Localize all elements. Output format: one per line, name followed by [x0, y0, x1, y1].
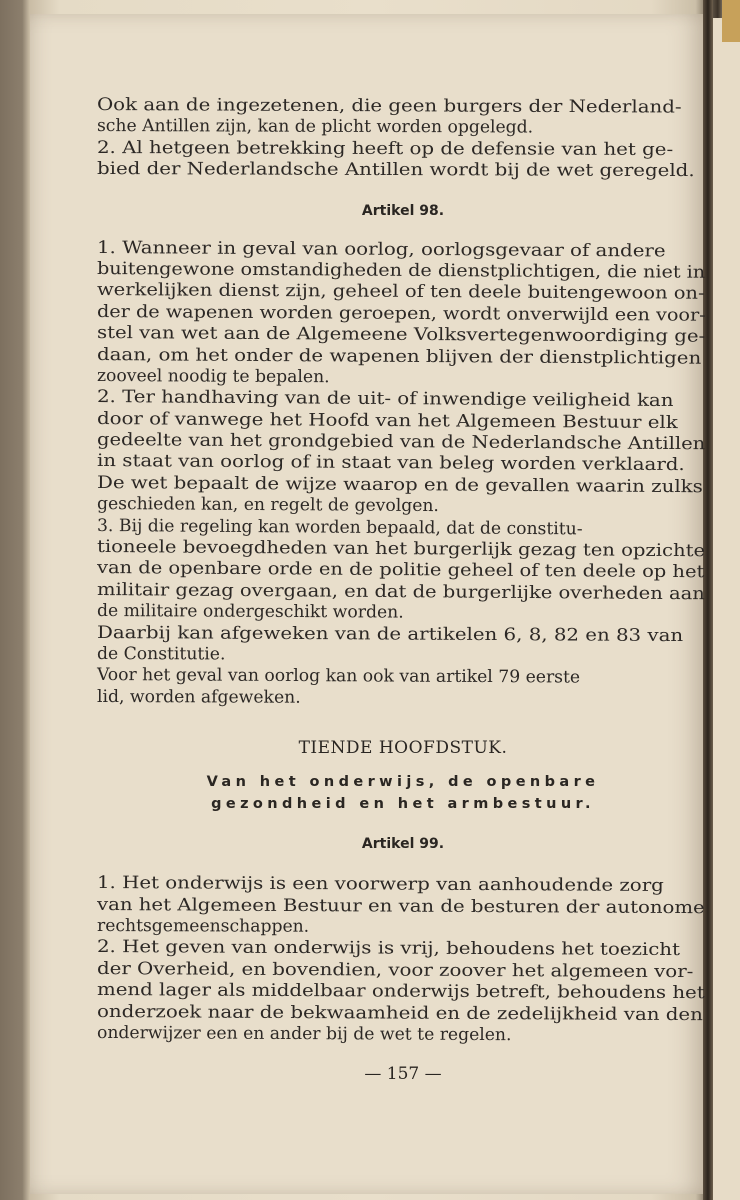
chapter-subtitle-line-1: Van het onderwijs, de openbare	[206, 774, 600, 791]
text-line: 1. Wanneer in geval van oorlog, oorlogsgevaar of andere	[96, 237, 666, 262]
text-line: De wet bepaalt de wijze waarop en de gevallen waarin zulks	[96, 472, 703, 498]
text-line: lid, worden afgeweken.	[96, 686, 301, 708]
text-line: geschieden kan, en regelt de gevolgen.	[96, 494, 439, 517]
text-line: onderzoek naar de bekwaamheid en de zedelijkheid van den	[96, 1001, 703, 1025]
text-line: der de wapenen worden geroepen, wordt onverwijld een voor-	[96, 301, 706, 326]
text-line: bied der Nederlandsche Antillen wordt bij de wet geregeld.	[96, 159, 695, 182]
text-line: Voor het geval van oorlog kan ook van artikel 79 eerste	[96, 665, 581, 688]
text-line: 2. Al hetgeen betrekking heeft op de defensie van het ge-	[96, 137, 674, 160]
text-line: van de openbare orde en de politie geheel of ten deele op het	[96, 558, 705, 583]
text-line: der Overheid, en bovendien, voor zoover het algemeen vor-	[96, 958, 694, 982]
article-98-heading: Artikel 98.	[361, 202, 445, 219]
text-line: tioneele bevoegdheden van het burgerlijk gezag ten opzichte	[96, 537, 706, 562]
text-line: buitengewone omstandigheden de dienstplichtigen, die niet in	[96, 258, 706, 283]
text-line: Daarbij kan afgeweken van de artikelen 6, 8, 82 en 83 van	[96, 622, 684, 646]
text-line: gedeelte van het grondgebied van de Nederlandsche Antillen	[96, 430, 706, 455]
text-line: 2. Ter handhaving van de uit- of inwendige veiligheid kan	[96, 387, 674, 412]
text-line: werkelijken dienst zijn, geheel of ten deele buitengewoon on-	[96, 280, 705, 305]
text-line: van het Algemeen Bestuur en van de besturen der autonome	[96, 894, 705, 918]
text-line: onderwijzer een en ander bij de wet te regelen.	[96, 1022, 512, 1046]
text-line: zooveel noodig te bepalen.	[96, 365, 330, 388]
text-line: de militaire ondergeschikt worden.	[96, 601, 404, 623]
page-number: — 157 —	[364, 1064, 442, 1085]
text-line: in staat van oorlog of in staat van beleg worden verklaard.	[96, 451, 685, 476]
text-line: door of vanwege het Hoofd van het Algemeen Bestuur elk	[96, 408, 678, 433]
text-line: de Constitutie.	[96, 643, 226, 665]
text-line: mend lager als middelbaar onderwijs betreft, behoudens het	[96, 980, 705, 1004]
article-99-heading: Artikel 99.	[361, 836, 445, 853]
text-line: 1. Het onderwijs is een voorwerp van aanhoudende zorg	[96, 873, 664, 897]
text-line: Ook aan de ingezetenen, die geen burgers der Nederland-	[96, 95, 682, 118]
text-line: rechtsgemeenschappen.	[96, 915, 310, 937]
text-line: sche Antillen zijn, kan de plicht worden opgelegd.	[96, 116, 534, 138]
text-line: 3. Bij die regeling kan worden bepaald, dat de constitu-	[96, 515, 583, 540]
page-tab-marker	[722, 0, 740, 42]
text-line: stel van wet aan de Algemeene Volksvertegenwoordiging ge-	[96, 323, 706, 347]
chapter-subtitle-line-2: gezondheid en het armbestuur.	[211, 796, 595, 813]
text-line: daan, om het onder de wapenen blijven der dienstplichtigen	[96, 344, 702, 369]
text-line: 2. Het geven van onderwijs is vrij, behoudens het toezicht	[96, 937, 681, 961]
page-text	[97, 95, 709, 1086]
chapter-heading: TIENDE HOOFDSTUK.	[298, 738, 508, 759]
text-line: militair gezag overgaan, en dat de burgerlijke overheden aan	[96, 579, 705, 605]
